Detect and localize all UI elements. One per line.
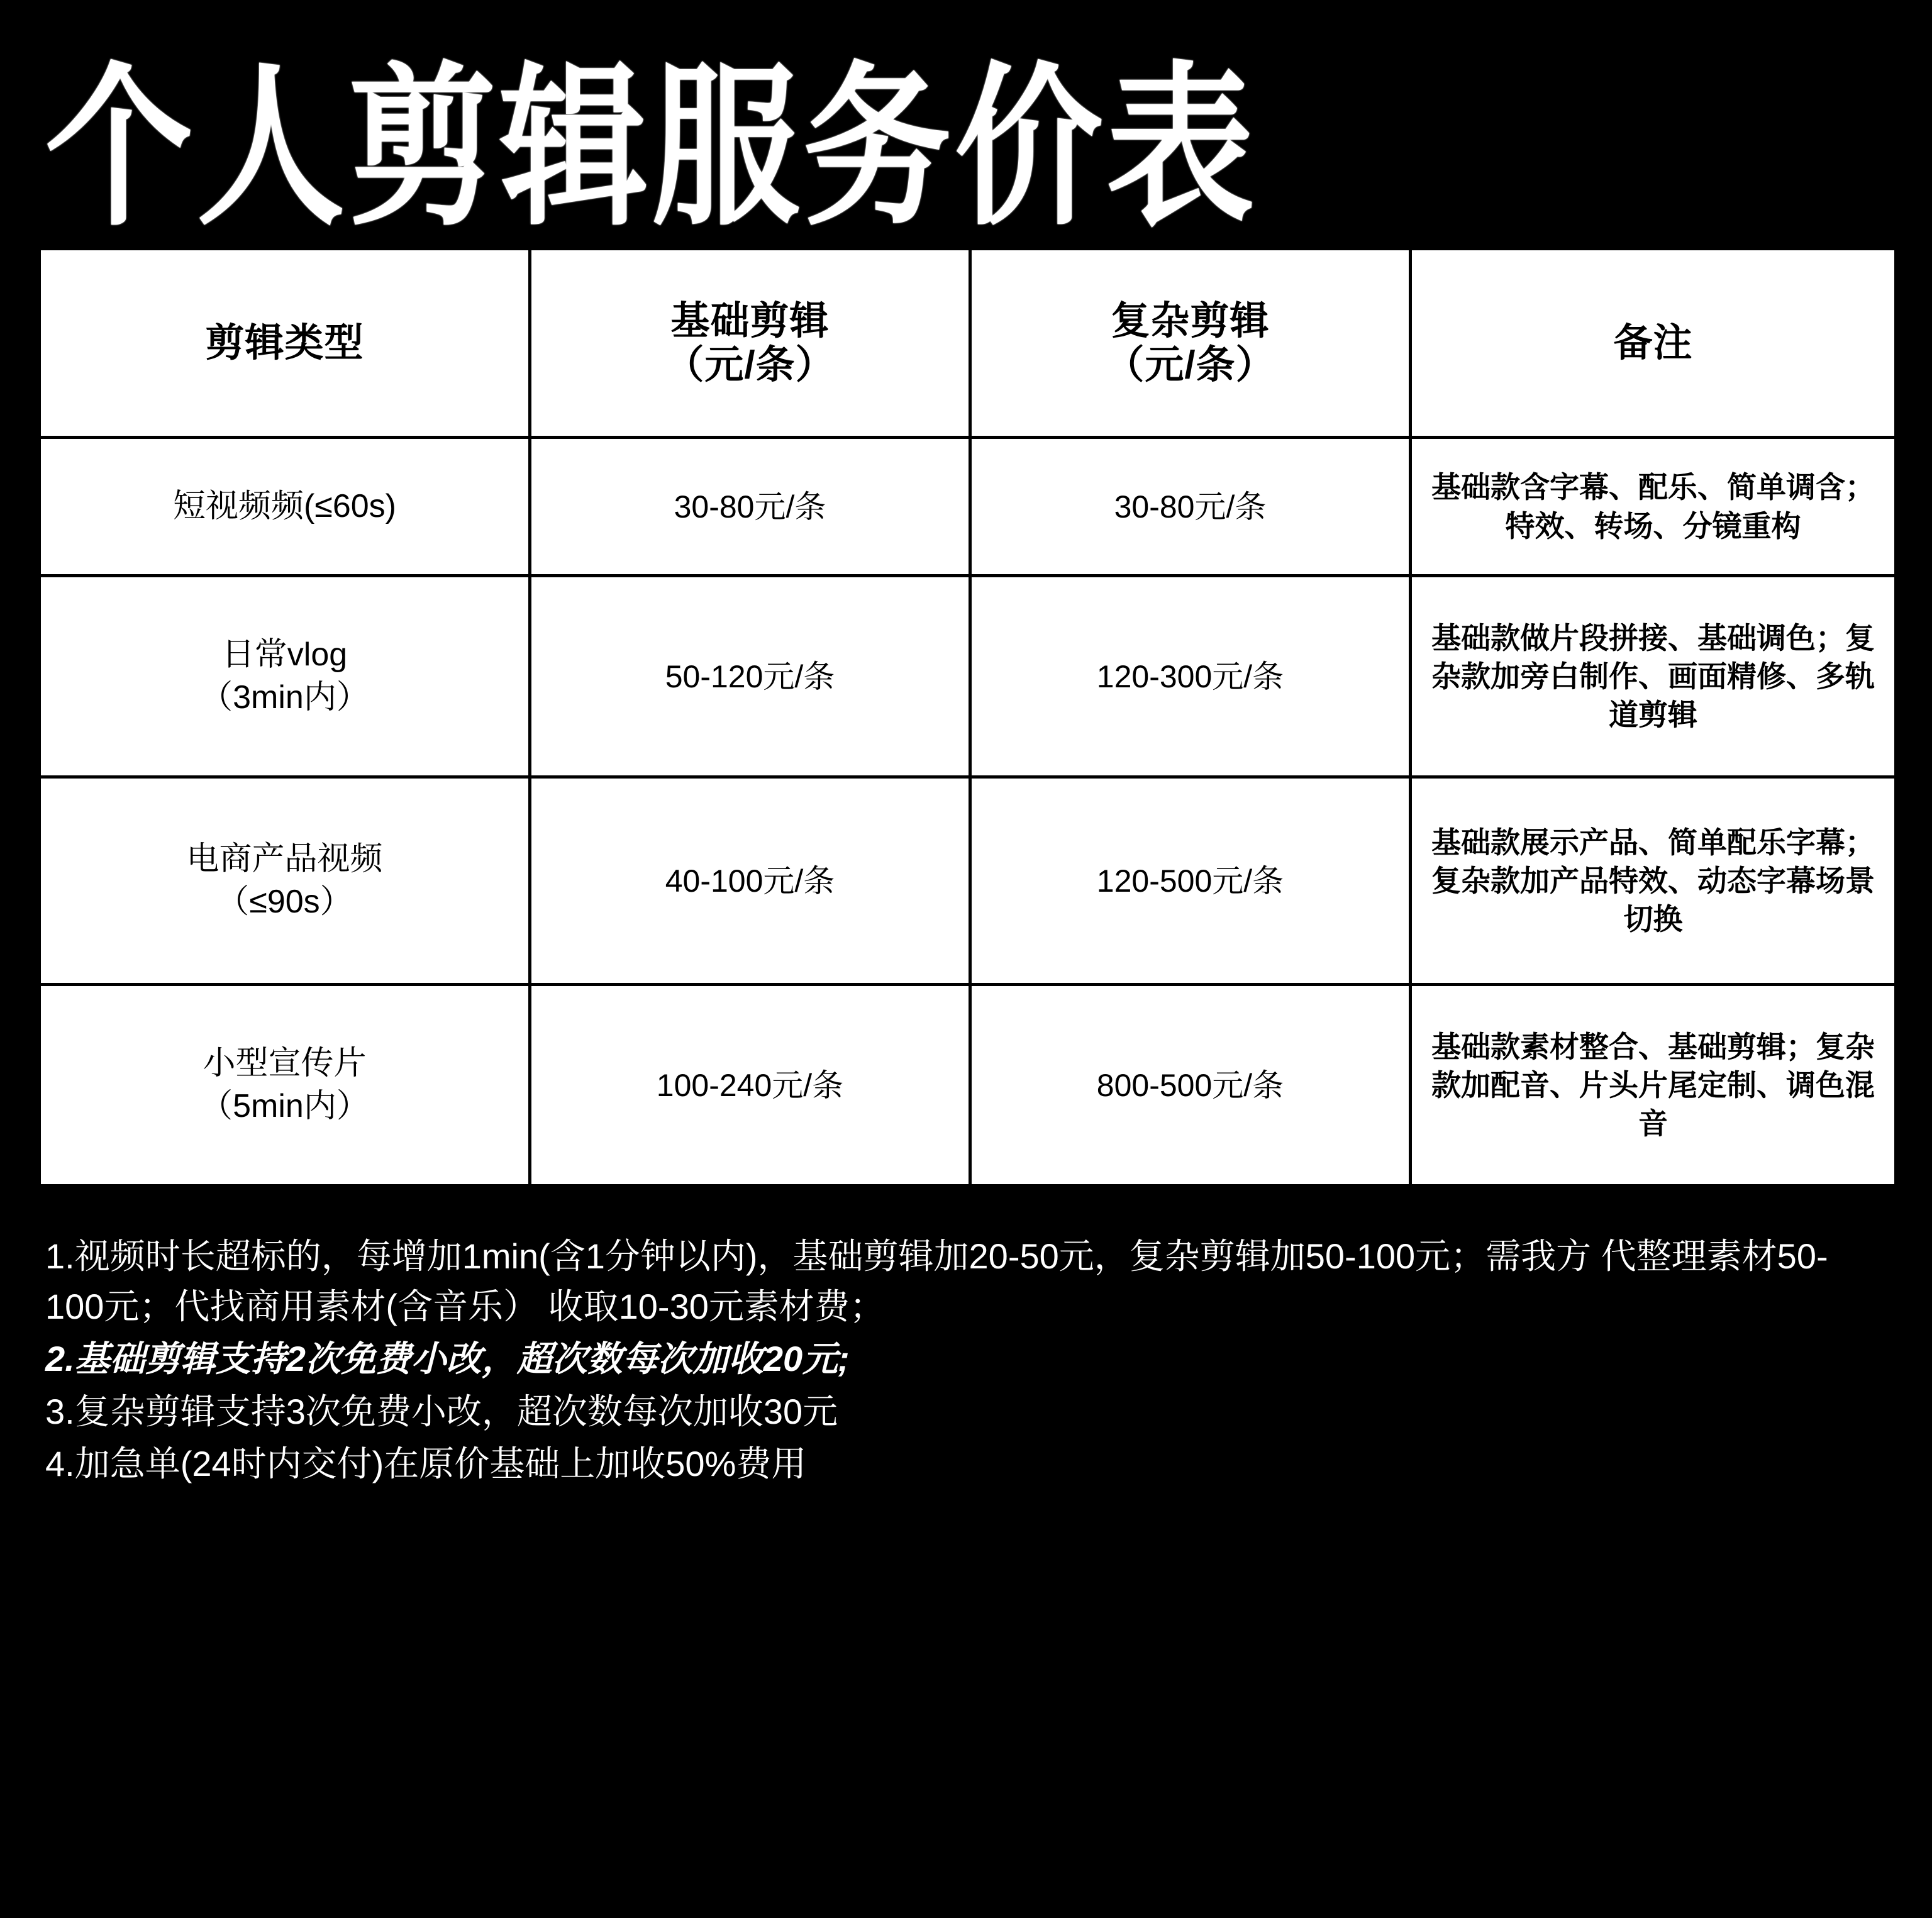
table-row [40, 576, 1896, 777]
cell-basic-price: 100-240元/条 [530, 985, 970, 1186]
cell-type [40, 777, 530, 985]
page-title: 个人剪辑服务价表 [45, 50, 1258, 245]
note-item-2: 2.基础剪辑支持2次免费小改，超次数每次加收20元; [45, 1339, 850, 1379]
title-section [0, 0, 1932, 245]
cell-note: 基础款含字幕、配乐、简单调含；特效、转场、分镜重构 [1411, 438, 1896, 576]
table-row [40, 777, 1896, 985]
note-item-4: 4.加急单(24时内交付)在原价基础上加收50%费用 [45, 1444, 807, 1484]
cell-basic-price: 40-100元/条 [530, 777, 970, 985]
price-table [38, 247, 1897, 1187]
column-header-complex-line1: 复杂剪辑 [1111, 299, 1270, 343]
cell-type [40, 438, 530, 576]
column-header-basic [530, 249, 970, 438]
table-row [40, 985, 1896, 1186]
cell-note: 基础款素材整合、基础剪辑；复杂款加配音、片头片尾定制、调色混音 [1411, 985, 1896, 1186]
table-header [40, 249, 1896, 438]
cell-note: 基础款展示产品、简单配乐字幕；复杂款加产品特效、动态字幕场景切换 [1411, 777, 1896, 985]
cell-type [40, 576, 530, 777]
cell-type-line1: 短视频频(≤60s) [172, 487, 396, 524]
cell-basic-price: 30-80元/条 [530, 438, 970, 576]
note-item-3: 3.复杂剪辑支持3次免费小改，超次数每次加收30元 [45, 1391, 838, 1431]
table-body [40, 438, 1896, 1186]
cell-type-line2: （≤90s） [216, 883, 353, 920]
column-header-type: 剪辑类型 [40, 249, 530, 438]
note-item-1: 1.视频时长超标的，每增加1min(含1分钟以内)，基础剪辑加20-50元，复杂剪辑加50-100元；需我方 代整理素材50-100元；代找商用素材(含音乐） 收取10-30元素材费； [45, 1236, 1828, 1326]
column-header-basic-line2: （元/条） [665, 343, 835, 387]
cell-type-line1: 电商产品视频 [186, 840, 383, 877]
cell-complex-price: 30-80元/条 [970, 438, 1411, 576]
column-header-basic-line1: 基础剪辑 [670, 299, 830, 343]
cell-type [40, 985, 530, 1186]
column-header-complex [970, 249, 1411, 438]
table-header-row [40, 249, 1896, 438]
column-header-note: 备注 [1411, 249, 1896, 438]
cell-type-line2: （5min内） [200, 1087, 369, 1124]
cell-complex-price: 120-300元/条 [970, 576, 1411, 777]
price-table-container [38, 247, 1894, 1187]
column-header-complex-line2: （元/条） [1105, 343, 1275, 387]
cell-type-line1: 小型宣传片 [203, 1045, 367, 1082]
cell-type-line2: （3min内） [200, 679, 369, 716]
cell-note: 基础款做片段拼接、基础调色；复杂款加旁白制作、画面精修、多轨道剪辑 [1411, 576, 1896, 777]
notes-section [45, 1231, 1887, 1489]
cell-type-line1: 日常vlog [221, 636, 348, 673]
cell-basic-price: 50-120元/条 [530, 576, 970, 777]
cell-complex-price: 120-500元/条 [970, 777, 1411, 985]
table-row [40, 438, 1896, 576]
cell-complex-price: 800-500元/条 [970, 985, 1411, 1186]
